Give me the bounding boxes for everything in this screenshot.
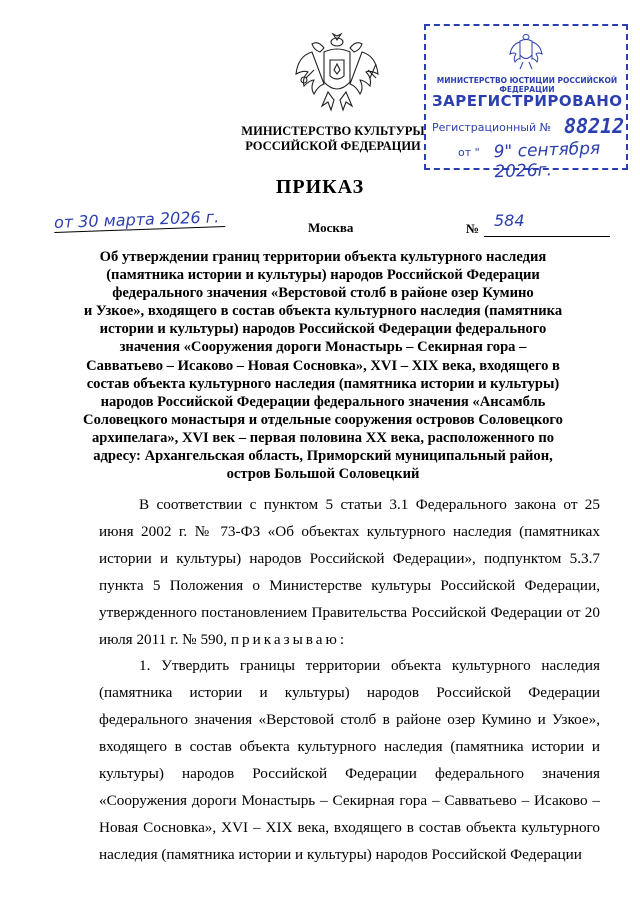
- stamp-reg-number: 88212: [564, 114, 625, 138]
- heading-line: остров Большой Соловецкий: [226, 466, 420, 483]
- heading-line: истории и культуры) народов Российской Федерации федерального: [99, 321, 547, 338]
- registration-stamp: [424, 24, 628, 183]
- heading-line: Савватьево – Исаково – Новая Сосновка», XVI – XIX века, входящего в: [86, 357, 560, 374]
- heading-line: и Узкое», входящего в состав объекта культурного наследия (памятника: [83, 303, 563, 320]
- stamp-status: ЗАРЕГИСТРИРОВАНО: [432, 92, 623, 110]
- order-date-handwritten: от 30 марта 2026 г.: [54, 207, 226, 233]
- heading-line: Об утверждении границ территории объекта культурного наследия: [99, 249, 547, 265]
- preamble-decree-word: приказываю:: [230, 630, 348, 648]
- order-number-handwritten: 584: [494, 211, 525, 230]
- stamp-ministry: МИНИСТЕРСТВО ЮСТИЦИИ РОССИЙСКОЙ ФЕДЕРАЦИИ: [436, 76, 618, 94]
- ministry-name: [222, 124, 444, 154]
- ministry-line-2: РОССИЙСКОЙ ФЕДЕРАЦИИ: [245, 139, 421, 153]
- ministry-line-1: МИНИСТЕРСТВО КУЛЬТУРЫ: [241, 124, 425, 138]
- heading-line: (памятника истории и культуры) народов Российской Федерации: [106, 267, 540, 284]
- stamp-date-prefix: от ": [458, 146, 480, 159]
- order-number-label: №: [466, 221, 480, 236]
- order-city: Москва: [308, 220, 354, 235]
- heading-line: народов Российской Федерации федерального значения «Ансамбль: [100, 393, 546, 410]
- stamp-emblem-icon: [508, 32, 544, 72]
- order-title: ПРИКАЗ: [275, 176, 365, 198]
- heading-line: архипелага», XVI век – первая половина XX века, расположенного по: [91, 429, 555, 446]
- coat-of-arms-icon: [294, 30, 380, 122]
- heading-line: Соловецкого монастыря и отдельные сооружения островов Соловецкого: [83, 411, 563, 428]
- clause-1-paragraph: 1. Утвердить границы территории объекта культурного наследия (памятника истории и культуры) народов Российской Федерации федерального значения «Верстовой столб в районе озер Кумино и Узкое», входящего в состав объекта культурного наследия (памятника истории и культуры) народов Российской Федерации федерального значения «Сооружения дороги Монастырь – Секирная гора – Савватьево – Исаково – Новая Сосновка», XVI – XIX века, входящего в состав объекта культурного наследия (памятника истории и культуры) народов Российской Федерации: [99, 657, 600, 863]
- order-number-underline: [484, 236, 610, 237]
- preamble-text: В соответствии с пунктом 5 статьи 3.1 Федерального закона от 25 июня 2002 г. № 73-ФЗ «Об объектах культурного наследия (памятниках истории и культуры) народов Российской Федерации», подпунктом 5.3.7 пункта 5 Положения о Министерстве культуры Российской Федерации, утвержденного постановлением Правительства Российской Федерации от 20 июля 2011 г. № 590,: [99, 496, 600, 648]
- heading-line: федерального значения «Верстовой столб в районе озер Кумино: [112, 285, 534, 302]
- stamp-reg-label: Регистрационный №: [432, 121, 552, 134]
- heading-line: значения «Сооружения дороги Монастырь – Секирная гора –: [119, 339, 527, 356]
- stamp-date-handwritten: 9" сентября 2026г.: [493, 138, 601, 183]
- heading-line: адресу: Архангельская область, Приморский муниципальный район,: [93, 448, 553, 465]
- heading-line: состав объекта культурного наследия (памятника истории и культуры): [86, 375, 560, 392]
- order-body: [99, 492, 600, 869]
- order-heading: [78, 248, 568, 483]
- preamble-paragraph: [99, 492, 600, 653]
